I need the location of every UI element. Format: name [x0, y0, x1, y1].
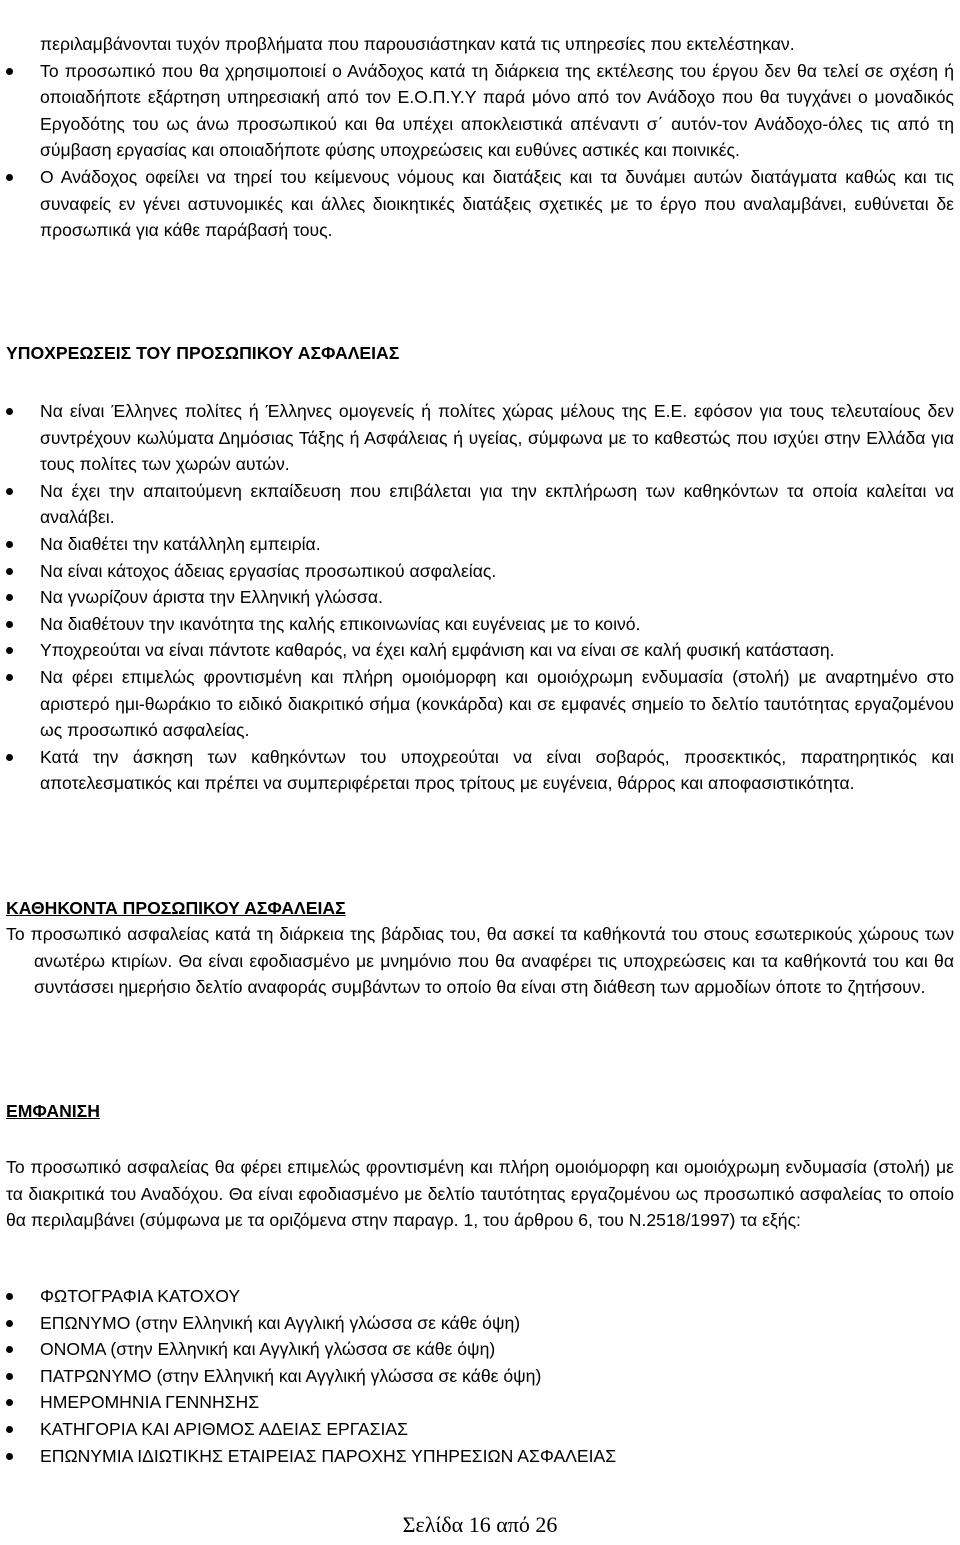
- page-number-footer: Σελίδα 16 από 26: [402, 1512, 558, 1537]
- list-item: Να είναι κάτοχος άδειας εργασίας προσωπικού ασφαλείας.: [40, 558, 954, 585]
- list-item: Να έχει την απαιτούμενη εκπαίδευση που επιβάλεται για την εκπλήρωση των καθηκόντων τα οποία καλείται να αναλάβει.: [40, 478, 954, 531]
- list-item: Κατά την άσκηση των καθηκόντων του υποχρεούται να είναι σοβαρός, προσεκτικός, παρατηρητικός και αποτελεσματικός και πρέπει να συμπεριφέρεται προς τρίτους με ευγένεια, θάρρος και αποφασιστικότητα.: [40, 744, 954, 797]
- id-card-fields-section: [0, 1283, 954, 1469]
- section-heading-obligations: ΥΠΟΧΡΕΩΣΕΙΣ ΤΟΥ ΠΡΟΣΩΠΙΚΟΥ ΑΣΦΑΛΕΙΑΣ: [6, 343, 400, 363]
- list-item: ΦΩΤΟΓΡΑΦΙΑ ΚΑΤΟΧΟΥ: [40, 1283, 954, 1310]
- section-heading-duties: ΚΑΘΗΚΟΝΤΑ ΠΡΟΣΩΠΙΚΟΥ ΑΣΦΑΛΕΙΑΣ: [6, 898, 346, 918]
- intro-section: [0, 31, 954, 244]
- list-item: ΚΑΤΗΓΟΡΙΑ ΚΑΙ ΑΡΙΘΜΟΣ ΑΔΕΙΑΣ ΕΡΓΑΣΙΑΣ: [40, 1416, 954, 1443]
- duties-section: [0, 921, 954, 1001]
- list-item: Να φέρει επιμελώς φροντισμένη και πλήρη ομοιόμορφη και ομοιόχρωμη ενδυμασία (στολή) με αναρτημένο στο αριστερό ημι-θωράκιο το ειδικό διακριτικό σήμα (κονκάρδα) και σε εμφανές σημείο το δελτίο ταυτότητας εργαζομένου ως προσωπικό ασφαλείας.: [40, 664, 954, 744]
- list-item: Να είναι Έλληνες πολίτες ή Έλληνες ομογενείς ή πολίτες χώρας μέλους της Ε.Ε. εφόσον για τους τελευταίους δεν συντρέχουν κωλύματα Δημόσιας Τάξης ή Ασφάλειας ή υγείας, σύμφωνα με το καθεστώς που ισχύει στην Ελλάδα για τους πολίτες των χωρών αυτών.: [40, 398, 954, 478]
- appearance-section: [0, 1154, 954, 1234]
- list-item: ΕΠΩΝΥΜΟ (στην Ελληνική και Αγγλική γλώσσα σε κάθε όψη): [40, 1310, 954, 1337]
- section-heading-appearance: ΕΜΦΑΝΙΣΗ: [6, 1101, 100, 1121]
- duties-paragraph: Το προσωπικό ασφαλείας κατά τη διάρκεια της βάρδιας του, θα ασκεί τα καθήκοντά του στους εσωτερικούς χώρους των ανωτέρω κτιρίων. Θα είναι εφοδιασμένο με μνημόνιο που θα αναφέρει τις υποχρεώσεις και τα καθήκοντά του και θα συντάσσει ημερήσιο δελτίο αναφοράς συμβάντων το οποίο θα είναι στη διάθεση των αρμοδίων όποτε το ζητήσουν.: [6, 924, 954, 998]
- list-item: ΠΑΤΡΩΝΥΜΟ (στην Ελληνική και Αγγλική γλώσσα σε κάθε όψη): [40, 1363, 954, 1390]
- id-card-fields-list: [0, 1283, 954, 1469]
- list-item: Υποχρεούται να είναι πάντοτε καθαρός, να έχει καλή εμφάνιση και να είναι σε καλή φυσική κατάσταση.: [40, 637, 954, 664]
- intro-bullet-list: [0, 58, 954, 244]
- list-item: ΟΝΟΜΑ (στην Ελληνική και Αγγλική γλώσσα σε κάθε όψη): [40, 1336, 954, 1363]
- list-item: Το προσωπικό που θα χρησιμοποιεί ο Ανάδοχος κατά τη διάρκεια της εκτέλεσης του έργου δεν θα τελεί σε σχέση ή οποιαδήποτε εξάρτηση υπηρεσιακή από τον Ε.Ο.Π.Υ.Υ παρά μόνο από τον Ανάδοχο που θα τυγχάνει ο μοναδικός Εργοδότης του ως άνω προσωπικού και θα υπέχει αποκλειστικά απέναντι σ΄ αυτόν-τον Ανάδοχο-όλες τις από τη σύμβαση εργασίας και οποιαδήποτε φύσης υποχρεώσεις και ευθύνες αστικές και ποινικές.: [40, 58, 954, 164]
- appearance-paragraph: Το προσωπικό ασφαλείας θα φέρει επιμελώς φροντισμένη και πλήρη ομοιόμορφη και ομοιόχρωμη ενδυμασία (στολή) με τα διακριτικά του Αναδόχου. Θα είναι εφοδιασμένο με δελτίο ταυτότητας εργαζομένου ως προσωπικό ασφαλείας το οποίο θα περιλαμβάνει (σύμφωνα με τα οριζόμενα στην παραγρ. 1, του άρθρου 6, του Ν.2518/1997) τα εξής:: [6, 1157, 954, 1231]
- list-item: Να διαθέτει την κατάλληλη εμπειρία.: [40, 531, 954, 558]
- list-item: ΗΜΕΡΟΜΗΝΙΑ ΓΕΝΝΗΣΗΣ: [40, 1389, 954, 1416]
- list-item: Ο Ανάδοχος οφείλει να τηρεί του κείμενους νόμους και διατάξεις και τα δυνάμει αυτών διατάγματα καθώς και τις συναφείς εν γένει αστυνομικές και άλλες διοικητικές διατάξεις σχετικές με το έργο που αναλαμβάνει, ευθύνεται δε προσωπικά για κάθε παράβασή τους.: [40, 164, 954, 244]
- list-item: Να γνωρίζουν άριστα την Ελληνική γλώσσα.: [40, 584, 954, 611]
- list-item: Να διαθέτουν την ικανότητα της καλής επικοινωνίας και ευγένειας με το κοινό.: [40, 611, 954, 638]
- list-item: ΕΠΩΝΥΜΙΑ ΙΔΙΩΤΙΚΗΣ ΕΤΑΙΡΕΙΑΣ ΠΑΡΟΧΗΣ ΥΠΗΡΕΣΙΩΝ ΑΣΦΑΛΕΙΑΣ: [40, 1443, 954, 1470]
- obligations-section: [0, 398, 954, 797]
- continued-paragraph: περιλαμβάνονται τυχόν προβλήματα που παρουσιάστηκαν κατά τις υπηρεσίες που εκτελέστηκαν.: [40, 34, 795, 54]
- obligations-bullet-list: [0, 398, 954, 797]
